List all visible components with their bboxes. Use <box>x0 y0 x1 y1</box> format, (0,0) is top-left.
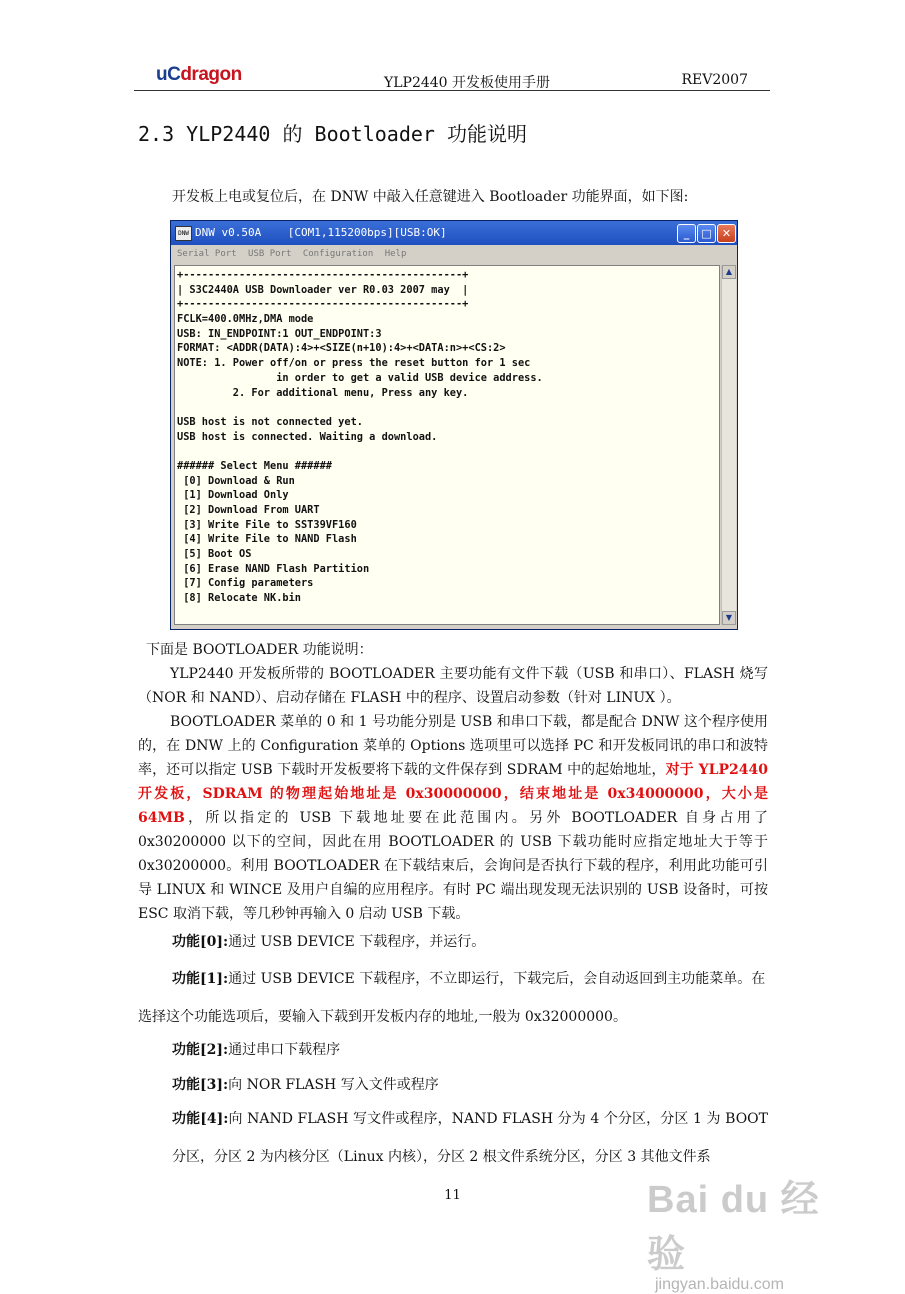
paragraph-2-part-a: BOOTLOADER 菜单的 0 和 1 号功能分别是 USB 和串口下载，都是配合 DNW 这个程序使用的，在 DNW 上的 Configuration 菜单的 Options 选项里可以选择 PC 和开发板同讯的串口和波特率，还可以指定 USB 下载时开发板要将下载的文件保存到 SDRAM 中的起始地址， <box>138 714 768 778</box>
paragraph-2 <box>138 710 768 926</box>
function-text: 通过 USB DEVICE 下载程序，并运行。 <box>228 934 486 950</box>
paragraph-2-part-b: ，所以指定的 USB 下载地址要在此范围内。另外 BOOTLOADER 自身占用了 0x30200000 以下的空间，因此在用 BOOTLOADER 的 USB 下载功能时应指定地址大于等于 0x30200000。利用 BOOTLOADER 在下载结束后，会询问是否执行下载的程序，利用此功能可引导 LINUX 和 WINCE 及用户自编的应用程序。有时 PC 端出现发现无法识别的 USB 设备时，可按 ESC 取消下载，等几秒钟再输入 0 启动 USB 下载。 <box>138 810 768 922</box>
terminal-lines <box>177 268 543 606</box>
description-title: 下面是 BOOTLOADER 功能说明： <box>146 642 373 658</box>
terminal-line <box>177 444 543 459</box>
section-title: 2.3 YLP2440 的 Bootloader 功能说明 <box>138 122 527 146</box>
close-button[interactable]: ✕ <box>717 224 736 243</box>
function-text: 通过串口下载程序 <box>228 1042 341 1058</box>
function-label: 功能[4]: <box>172 1111 229 1127</box>
window-title: DNW v0.50A [COM1,115200bps][USB:OK] <box>195 226 447 239</box>
maximize-button[interactable]: □ <box>697 224 716 243</box>
function-2 <box>172 1038 340 1062</box>
function-label: 功能[3]: <box>172 1077 229 1093</box>
paragraph-1: YLP2440 开发板所带的 BOOTLOADER 主要功能有文件下载（USB 和串口）、FLASH 烧写（NOR 和 NAND）、启动存储在 FLASH 中的程序、设置启动参数（针对 LINUX ）。 <box>138 666 768 706</box>
terminal-line: +---------------------------------------------+ <box>177 298 469 311</box>
terminal-line: USB host is not connected yet. <box>177 415 363 428</box>
function-text: 通过 USB DEVICE 下载程序，不立即运行，下载完后，会自动返回到主功能菜单。在选择这个功能选项后，要输入下载到开发板内存的地址,一般为 0x32000000。 <box>138 971 766 1025</box>
function-label: 功能[1]: <box>172 971 229 987</box>
terminal-line <box>177 400 543 415</box>
page-number: 11 <box>444 1188 461 1203</box>
brand-logo: uCdragon <box>156 64 242 85</box>
terminal-line: [4] Write File to NAND Flash <box>177 533 357 546</box>
baidu-watermark <box>647 1168 847 1293</box>
terminal-line: FORMAT: <ADDR(DATA):4>+<SIZE(n+10):4>+<DATA:n>+<CS:2> <box>177 342 506 355</box>
header-title: YLP2440 开发板使用手册 <box>384 75 551 91</box>
terminal-line: [6] Erase NAND Flash Partition <box>177 562 370 575</box>
menu-configuration[interactable]: Configuration <box>302 249 374 259</box>
menu-serial-port[interactable]: Serial Port <box>177 249 237 259</box>
function-label: 功能[2]: <box>172 1042 229 1058</box>
page-header <box>134 60 770 91</box>
terminal-line: FCLK=400.0MHz,DMA mode <box>177 313 314 326</box>
paragraph-2-highlight: 对于 YLP2440 开发板，SDRAM 的物理起始地址是 0x30000000，结束地址是 0x34000000，大小是 64MB <box>138 762 768 826</box>
terminal-line: in order to get a valid USB device address. <box>177 371 543 384</box>
terminal-line: [5] Boot OS <box>177 548 252 561</box>
function-text: 向 NOR FLASH 写入文件或程序 <box>228 1077 439 1093</box>
terminal-line: [8] Relocate NK.bin <box>177 592 301 605</box>
minimize-button[interactable]: _ <box>677 224 696 243</box>
terminal-line: +---------------------------------------------+ <box>177 269 469 281</box>
menu-bar <box>171 245 737 263</box>
app-icon: DNW <box>175 226 192 241</box>
menu-help[interactable]: Help <box>384 249 407 259</box>
terminal-output[interactable] <box>174 265 720 625</box>
watermark-url: jingyan.baidu.com <box>655 1276 784 1293</box>
terminal-line: USB: IN_ENDPOINT:1 OUT_ENDPOINT:3 <box>177 327 382 340</box>
terminal-line: [0] Download & Run <box>177 474 295 487</box>
terminal-line: ###### Select Menu ###### <box>177 459 332 472</box>
function-4 <box>172 1100 768 1176</box>
terminal-line: [7] Config parameters <box>177 577 314 590</box>
scroll-up-icon[interactable]: ▲ <box>722 265 736 279</box>
intro-text: 开发板上电或复位后，在 DNW 中敲入任意键进入 Bootloader 功能界面，如下图: <box>172 189 689 205</box>
window-titlebar[interactable] <box>171 221 737 245</box>
terminal-line: [3] Write File to SST39VF160 <box>177 518 357 531</box>
menu-usb-port[interactable]: USB Port <box>248 249 292 259</box>
function-label: 功能[0]: <box>172 934 229 950</box>
function-3 <box>172 1073 439 1097</box>
terminal-line: [2] Download From UART <box>177 504 320 516</box>
terminal-line: | S3C2440A USB Downloader ver R0.03 2007 may | <box>177 283 469 296</box>
function-1 <box>138 960 768 1036</box>
scroll-down-icon[interactable]: ▼ <box>722 611 736 625</box>
terminal-line: NOTE: 1. Power off/on or press the reset button for 1 sec <box>177 357 531 370</box>
dnw-window <box>170 220 738 630</box>
terminal-line: 2. For additional menu, Press any key. <box>177 386 469 399</box>
vertical-scrollbar[interactable] <box>721 265 736 625</box>
description-block <box>138 638 768 926</box>
function-0 <box>172 930 485 954</box>
terminal-line: [1] Download Only <box>177 489 289 502</box>
function-text: 向 NAND FLASH 写文件或程序，NAND FLASH 分为 4 个分区，分区 1 为 BOOT 分区，分区 2 为内核分区（Linux 内核），分区 2 根文件系统分区，分区 3 其他文件系 <box>172 1111 768 1165</box>
watermark-logo: Bai du 经验 <box>647 1179 820 1276</box>
terminal-line: USB host is connected. Waiting a download. <box>177 430 438 443</box>
header-revision: REV2007 <box>681 72 748 88</box>
